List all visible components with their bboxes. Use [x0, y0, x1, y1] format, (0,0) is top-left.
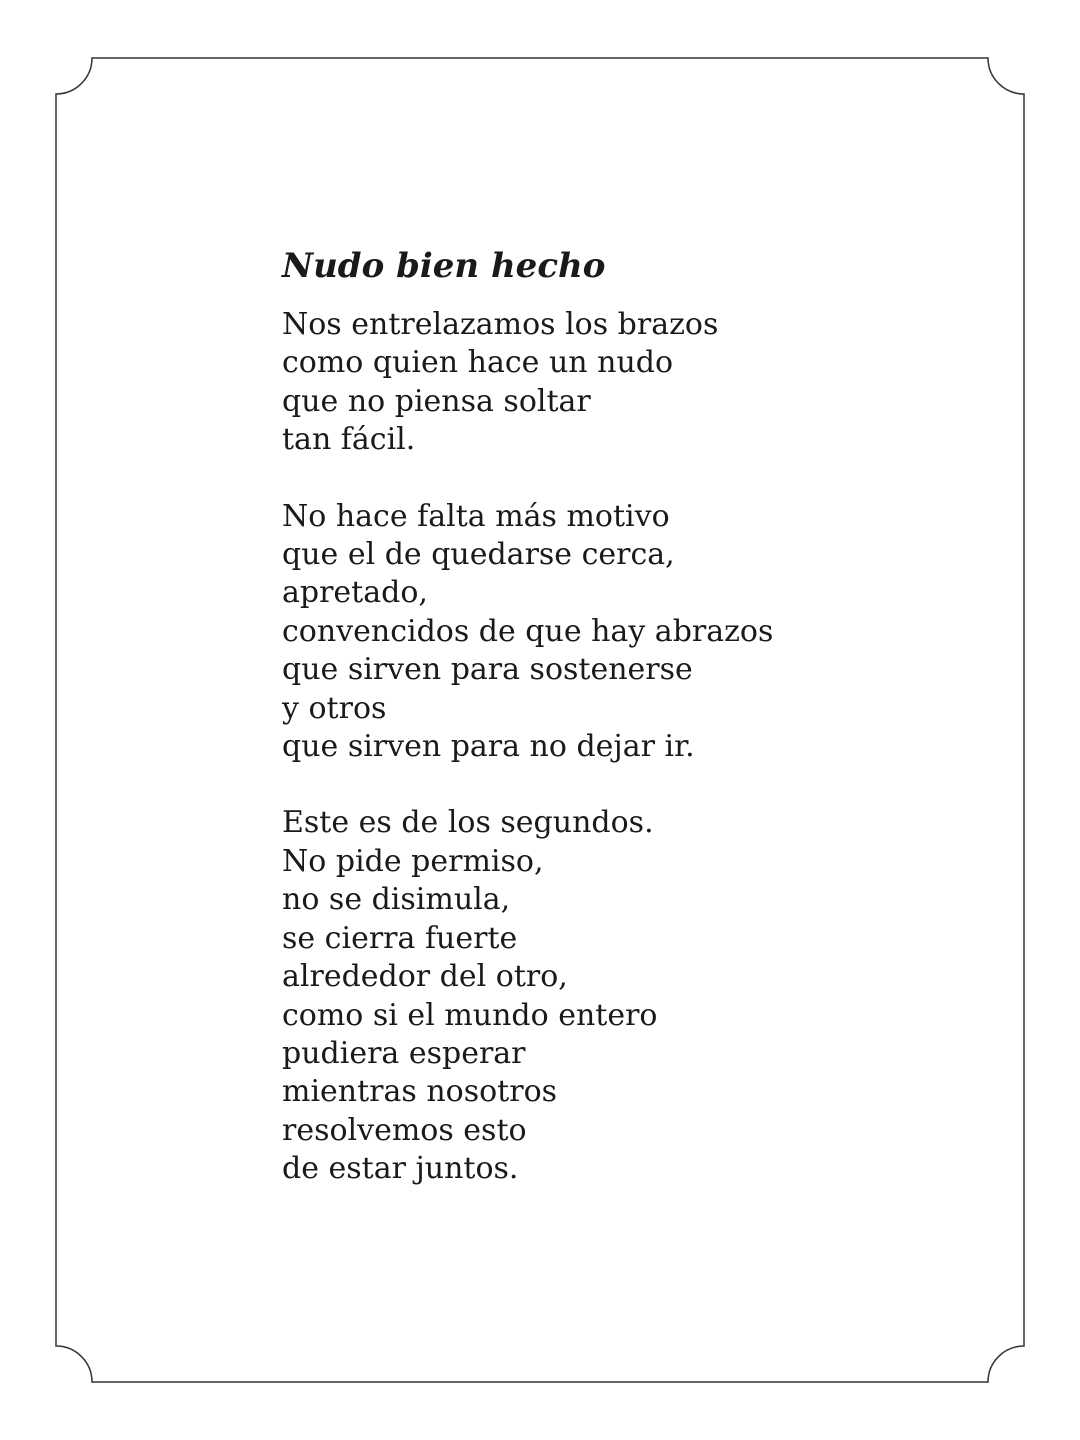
poem-line: No pide permiso, [282, 843, 544, 879]
poem-line: resolvemos esto [282, 1112, 527, 1148]
poem-line: de estar juntos. [282, 1151, 519, 1187]
poem-line: tan fácil. [282, 422, 416, 458]
poem-line: apretado, [282, 575, 428, 611]
stanza-3 [282, 804, 982, 1188]
poem-line: que sirven para sostenerse [282, 652, 693, 688]
poem-line: No hace falta más motivo [282, 498, 670, 534]
poem-line: Nos entrelazamos los brazos [282, 307, 719, 342]
poem-line: que no piensa soltar [282, 383, 591, 419]
poem-line: que sirven para no dejar ir. [282, 729, 695, 765]
poem-line: Este es de los segundos. [282, 805, 654, 841]
poem-line: mientras nosotros [282, 1074, 558, 1110]
poem-line: pudiera esperar [282, 1035, 526, 1071]
stanza-1 [282, 306, 982, 460]
poem-line: y otros [282, 690, 387, 726]
poem-line: convencidos de que hay abrazos [282, 613, 774, 649]
poem [282, 240, 982, 1227]
poem-line: se cierra fuerte [282, 920, 518, 956]
poem-line: que el de quedarse cerca, [282, 537, 675, 573]
poem-line: como quien hace un nudo [282, 345, 674, 381]
poem-line: como si el mundo entero [282, 997, 658, 1033]
poem-line: no se disimula, [282, 882, 511, 918]
poem-title: Nudo bien hecho [282, 246, 606, 286]
poem-line: alrededor del otro, [282, 959, 568, 995]
stanza-2 [282, 498, 982, 767]
